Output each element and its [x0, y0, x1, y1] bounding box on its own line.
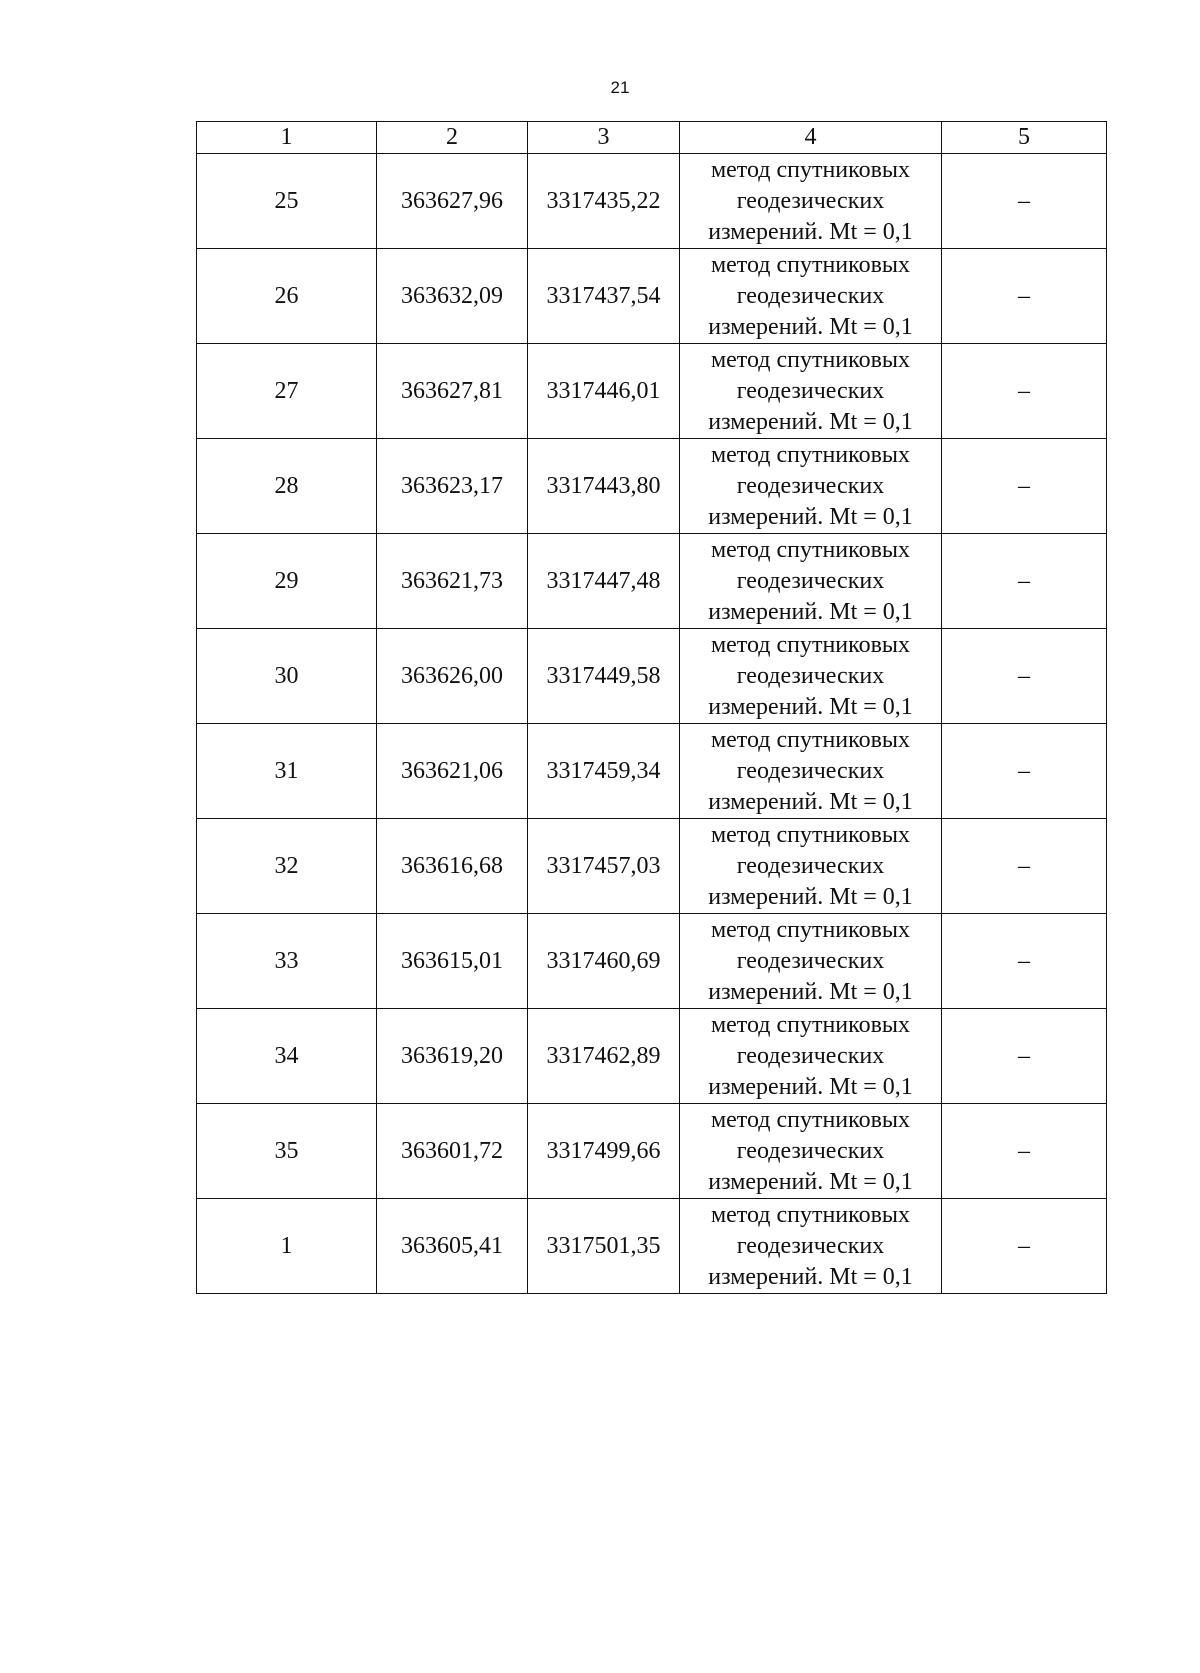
table-row [197, 1104, 1107, 1199]
note-cell: – [942, 154, 1107, 249]
method-line: метод спутниковых [710, 821, 911, 848]
method-cell [680, 1199, 942, 1294]
table-header [197, 122, 1107, 154]
coordinate-y-cell: 3317459,34 [528, 724, 680, 819]
coordinate-y-cell: 3317501,35 [528, 1199, 680, 1294]
note-cell: – [942, 914, 1107, 1009]
header-col-5: 5 [942, 122, 1107, 154]
coordinate-x-cell: 363626,00 [377, 629, 528, 724]
method-line: измерений. Mt = 0,1 [708, 218, 913, 245]
note-cell: – [942, 1009, 1107, 1104]
method-line: геодезических [736, 282, 885, 309]
method-line: измерений. Mt = 0,1 [708, 1263, 913, 1290]
method-line: измерений. Mt = 0,1 [708, 883, 913, 910]
header-col-1: 1 [197, 122, 377, 154]
coordinate-y-cell: 3317447,48 [528, 534, 680, 629]
coordinate-y-cell: 3317499,66 [528, 1104, 680, 1199]
method-cell [680, 724, 942, 819]
note-cell: – [942, 629, 1107, 724]
note-cell: – [942, 439, 1107, 534]
table-body [197, 154, 1107, 1294]
coordinate-x-cell: 363615,01 [377, 914, 528, 1009]
method-line: метод спутниковых [710, 251, 911, 278]
method-line: геодезических [736, 1232, 885, 1259]
coordinates-table [196, 121, 1107, 1294]
method-line: метод спутниковых [710, 1106, 911, 1133]
coordinate-x-cell: 363627,96 [377, 154, 528, 249]
point-number-cell: 25 [197, 154, 377, 249]
method-line: метод спутниковых [710, 1201, 911, 1228]
coordinate-x-cell: 363601,72 [377, 1104, 528, 1199]
coordinate-y-cell: 3317460,69 [528, 914, 680, 1009]
header-col-3: 3 [528, 122, 680, 154]
method-line: геодезических [736, 662, 885, 689]
table-row [197, 914, 1107, 1009]
method-line: геодезических [736, 377, 885, 404]
coordinate-x-cell: 363605,41 [377, 1199, 528, 1294]
method-cell [680, 914, 942, 1009]
note-cell: – [942, 1199, 1107, 1294]
coordinate-x-cell: 363621,73 [377, 534, 528, 629]
method-cell [680, 1009, 942, 1104]
coordinate-x-cell: 363621,06 [377, 724, 528, 819]
method-line: измерений. Mt = 0,1 [708, 503, 913, 530]
method-line: метод спутниковых [710, 726, 911, 753]
method-cell [680, 249, 942, 344]
coordinate-x-cell: 363632,09 [377, 249, 528, 344]
table-row [197, 344, 1107, 439]
table-row [197, 249, 1107, 344]
coordinate-x-cell: 363616,68 [377, 819, 528, 914]
method-cell [680, 1104, 942, 1199]
method-line: геодезических [736, 1137, 885, 1164]
note-cell: – [942, 344, 1107, 439]
table-row [197, 154, 1107, 249]
method-line: метод спутниковых [710, 156, 911, 183]
method-line: метод спутниковых [710, 916, 911, 943]
point-number-cell: 35 [197, 1104, 377, 1199]
method-line: геодезических [736, 472, 885, 499]
header-col-2: 2 [377, 122, 528, 154]
method-line: метод спутниковых [710, 346, 911, 373]
table-row [197, 439, 1107, 534]
point-number-cell: 33 [197, 914, 377, 1009]
page-number: 21 [610, 78, 630, 97]
method-line: геодезических [736, 567, 885, 594]
table-row [197, 724, 1107, 819]
method-line: геодезических [736, 947, 885, 974]
table-row [197, 629, 1107, 724]
coordinate-x-cell: 363623,17 [377, 439, 528, 534]
point-number-cell: 29 [197, 534, 377, 629]
method-line: метод спутниковых [710, 536, 911, 563]
table-row [197, 1009, 1107, 1104]
table-row [197, 1199, 1107, 1294]
method-line: геодезических [736, 852, 885, 879]
method-line: измерений. Mt = 0,1 [708, 313, 913, 340]
note-cell: – [942, 534, 1107, 629]
method-line: геодезических [736, 187, 885, 214]
method-cell [680, 819, 942, 914]
method-cell [680, 439, 942, 534]
point-number-cell: 1 [197, 1199, 377, 1294]
point-number-cell: 31 [197, 724, 377, 819]
note-cell: – [942, 724, 1107, 819]
method-cell [680, 154, 942, 249]
method-line: измерений. Mt = 0,1 [708, 788, 913, 815]
point-number-cell: 26 [197, 249, 377, 344]
method-line: метод спутниковых [710, 441, 911, 468]
point-number-cell: 32 [197, 819, 377, 914]
method-line: измерений. Mt = 0,1 [708, 693, 913, 720]
method-line: измерений. Mt = 0,1 [708, 978, 913, 1005]
method-cell [680, 344, 942, 439]
note-cell: – [942, 249, 1107, 344]
table-row [197, 819, 1107, 914]
coordinate-y-cell: 3317449,58 [528, 629, 680, 724]
note-cell: – [942, 819, 1107, 914]
coordinate-y-cell: 3317446,01 [528, 344, 680, 439]
method-line: метод спутниковых [710, 1011, 911, 1038]
coordinate-x-cell: 363627,81 [377, 344, 528, 439]
method-line: геодезических [736, 757, 885, 784]
method-line: измерений. Mt = 0,1 [708, 598, 913, 625]
method-line: метод спутниковых [710, 631, 911, 658]
point-number-cell: 28 [197, 439, 377, 534]
method-cell [680, 629, 942, 724]
coordinate-y-cell: 3317437,54 [528, 249, 680, 344]
point-number-cell: 30 [197, 629, 377, 724]
method-cell [680, 534, 942, 629]
coordinate-y-cell: 3317457,03 [528, 819, 680, 914]
table-row [197, 534, 1107, 629]
coordinate-x-cell: 363619,20 [377, 1009, 528, 1104]
method-line: измерений. Mt = 0,1 [708, 1073, 913, 1100]
coordinate-y-cell: 3317462,89 [528, 1009, 680, 1104]
point-number-cell: 27 [197, 344, 377, 439]
method-line: геодезических [736, 1042, 885, 1069]
point-number-cell: 34 [197, 1009, 377, 1104]
note-cell: – [942, 1104, 1107, 1199]
header-col-4: 4 [680, 122, 942, 154]
method-line: измерений. Mt = 0,1 [708, 408, 913, 435]
header-row [197, 122, 1107, 154]
method-line: измерений. Mt = 0,1 [708, 1168, 913, 1195]
coordinate-y-cell: 3317443,80 [528, 439, 680, 534]
coordinate-y-cell: 3317435,22 [528, 154, 680, 249]
